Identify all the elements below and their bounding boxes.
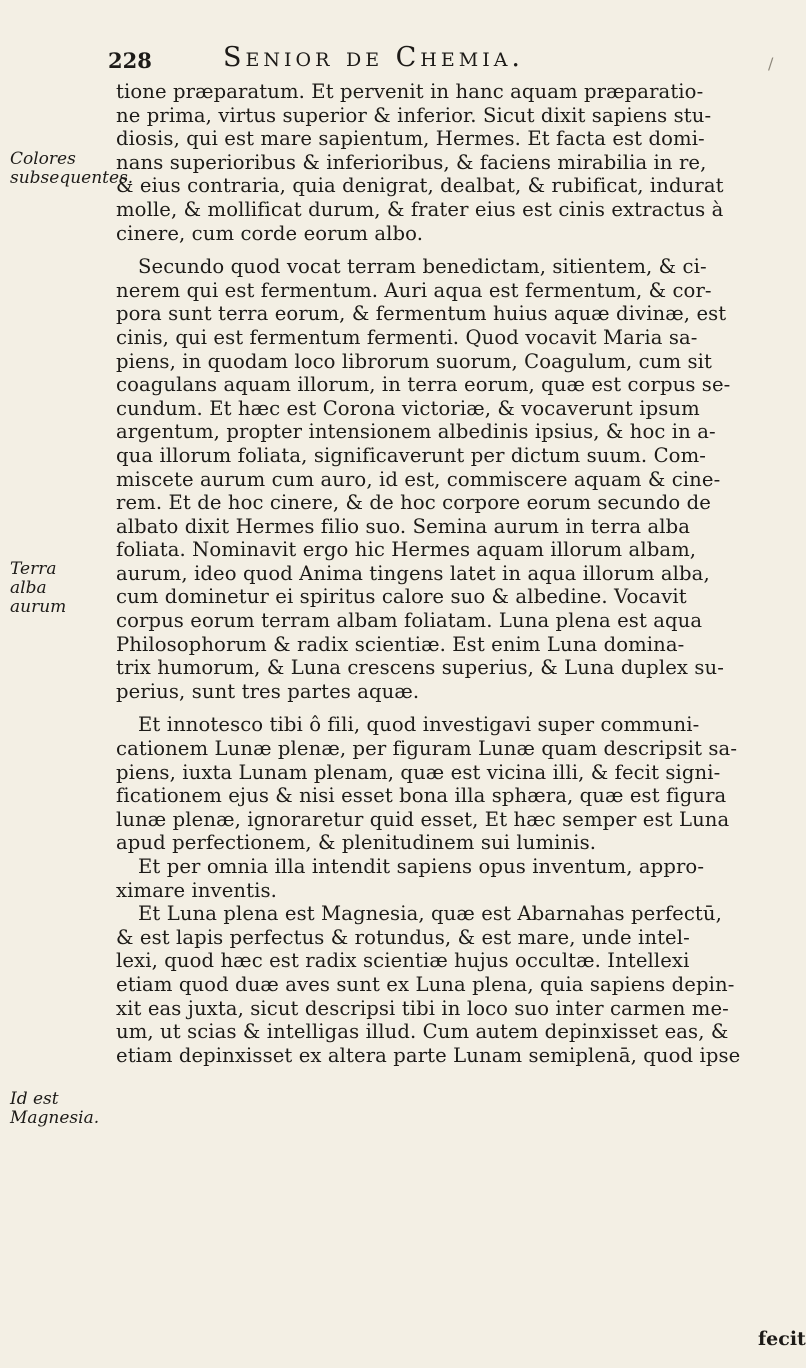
text-line: apud perfectionem, & plenitudinem sui luminis. — [116, 831, 597, 855]
margin-note-terra-alba: Terra alba aurum — [10, 559, 67, 617]
text-line: cundum. Et hæc est Corona victoriæ, & vocaverunt ipsum — [116, 396, 700, 420]
body-text — [116, 80, 796, 1067]
page-header — [108, 40, 774, 80]
text-line: Philosophorum & radix scientiæ. Est enim Luna domina- — [116, 632, 685, 656]
text-line: ne prima, virtus superior & inferior. Sicut dixit sapiens stu- — [116, 103, 712, 127]
text-line: cinere, cum corde eorum albo. — [116, 221, 424, 245]
page-number: 228 — [108, 48, 152, 73]
text-line: molle, & mollificat durum, & frater eius est cinis extractus à — [116, 197, 724, 221]
text-line: cum dominetur ei spiritus calore suo & albedine. Vocavit — [116, 585, 687, 609]
text-line: piens, in quodam loco librorum suorum, Coagulum, cum sit — [116, 349, 712, 373]
text-line: corpus eorum terram albam foliatam. Luna plena est aqua — [116, 609, 703, 633]
text-line: um, ut scias & intelligas illud. Cum autem depinxisset eas, & — [116, 1020, 729, 1044]
text-line: albato dixit Hermes filio suo. Semina aurum in terra alba — [116, 514, 691, 538]
running-title: Senior de Chemia. — [223, 42, 525, 73]
corner-mark: / — [768, 54, 774, 73]
text-line: Et innotesco tibi ô fili, quod investigavi super communi- — [138, 713, 700, 737]
text-line: tione præparatum. Et pervenit in hanc aquam præparatio- — [116, 80, 704, 103]
text-line: nerem qui est fermentum. Auri aqua est fermentum, & cor- — [116, 278, 712, 302]
text-line: cinis, qui est fermentum fermenti. Quod vocavit Maria sa- — [116, 325, 698, 349]
text-line: lexi, quod hæc est radix scientiæ hujus occultæ. Intellexi — [116, 949, 690, 973]
text-line: etiam depinxisset ex altera parte Lunam semiplenā, quod ipse — [116, 1043, 741, 1067]
text-line: piens, iuxta Lunam plenam, quæ est vicina illi, & fecit signi- — [116, 760, 721, 784]
text-line: rem. Et de hoc cinere, & de hoc corpore eorum secundo de — [116, 491, 711, 515]
text-line: Secundo quod vocat terram benedictam, sitientem, & ci- — [138, 255, 707, 279]
text-line: pora sunt terra eorum, & fermentum huius aquæ divinæ, est — [116, 302, 727, 326]
margin-note-magnesia: Id est Magnesia. — [10, 1089, 100, 1128]
text-line: & eius contraria, quia denigrat, dealbat, & rubificat, indurat — [116, 174, 724, 198]
text-line: qua illorum foliata, significaverunt per dictum suum. Com- — [116, 443, 706, 467]
text-line: lunæ plenæ, ignoraretur quid esset, Et hæc semper est Luna — [116, 807, 730, 831]
text-line: & est lapis perfectus & rotundus, & est mare, unde intel- — [116, 925, 690, 949]
text-line: xit eas juxta, sicut descripsi tibi in loco suo inter carmen me- — [116, 996, 729, 1020]
text-line: Et Luna plena est Magnesia, quæ est Abarnahas perfectū, — [138, 902, 722, 926]
margin-note-colores: Colores subsequentes. — [10, 149, 134, 188]
text-line: argentum, propter intensionem albedinis ipsius, & hoc in a- — [116, 420, 716, 444]
text-line: ficationem ejus & nisi esset bona illa sphæra, quæ est figura — [116, 784, 727, 808]
text-line: foliata. Nominavit ergo hic Hermes aquam illorum albam, — [116, 538, 697, 562]
text-line: trix humorum, & Luna crescens superius, & Luna duplex su- — [116, 656, 724, 680]
text-line: Et per omnia illa intendit sapiens opus inventum, appro- — [138, 855, 705, 878]
text-line: cationem Lunæ plenæ, per figuram Lunæ quam descripsit sa- — [116, 737, 738, 761]
text-line: nans superioribus & inferioribus, & faciens mirabilia in re, — [116, 150, 707, 174]
catchword: fecit — [758, 1328, 806, 1350]
text-line: diosis, qui est mare sapientum, Hermes. Et facta est domi- — [116, 127, 705, 151]
text-line: coagulans aquam illorum, in terra eorum, quæ est corpus se- — [116, 373, 731, 397]
text-line: perius, sunt tres partes aquæ. — [116, 679, 420, 703]
text-line: miscete aurum cum auro, id est, commiscere aquam & cine- — [116, 467, 721, 491]
text-line: aurum, ideo quod Anima tingens latet in aqua illorum alba, — [116, 561, 710, 585]
text-line: etiam quod duæ aves sunt ex Luna plena, quia sapiens depin- — [116, 972, 735, 996]
text-line: ximare inventis. — [116, 878, 277, 902]
